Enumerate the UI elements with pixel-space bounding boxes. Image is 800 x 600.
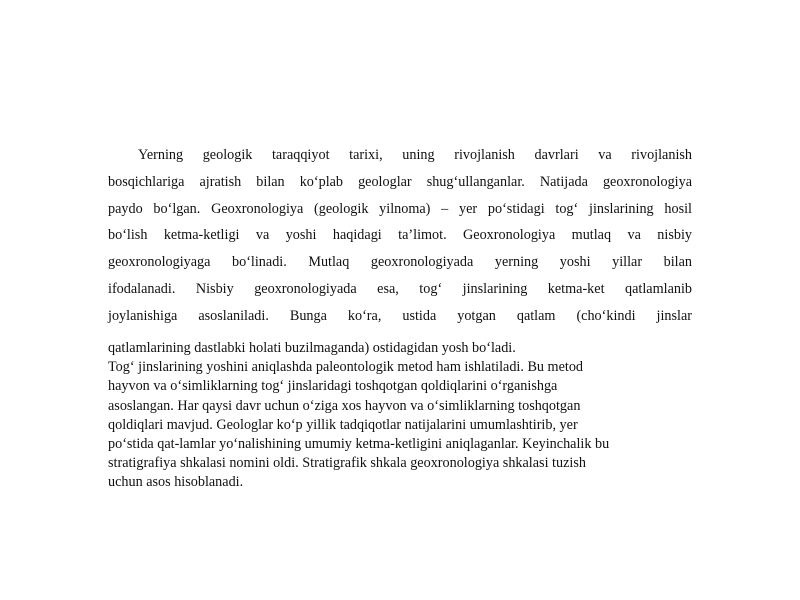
text-line: geoxronologiyaga bo‘linadi. Mutlaq geoxronologiyada yerning yoshi yillar bilan	[108, 254, 692, 271]
text-line: Tog‘ jinslarining yoshini aniqlashda paleontologik metod ham ishlatiladi. Bu metod	[108, 359, 584, 376]
text-line: uchun asos hisoblanadi.	[108, 474, 244, 491]
text-line: po‘stida qat-lamlar yo‘nalishining umumiy ketma-ketligini aniqlaganlar. Keyinchalik bu	[108, 435, 610, 452]
text-line: bosqichlariga ajratish bilan ko‘plab geologlar shug‘ullanganlar. Natijada geoxronologiya	[108, 173, 692, 190]
text-line: hayvon va o‘simliklarning tog‘ jinslaridagi toshqotgan qoldiqlarini o‘rganishga	[108, 378, 558, 395]
text-line: paydo bo‘lgan. Geoxronologiya (geologik yilnoma) – yer po‘stidagi tog‘ jinslarining hosil	[108, 200, 692, 217]
text-line: asoslangan. Har qaysi davr uchun o‘ziga xos hayvon va o‘simliklarning toshqotgan	[108, 397, 581, 414]
text-line: qatlamlarining dastlabki holati buzilmaganda) ostidagidan yosh bo‘ladi.	[108, 340, 516, 356]
text-line: stratigrafiya shkalasi nomini oldi. Stratigrafik shkala geoxronologiya shkalasi tuzish	[108, 455, 586, 472]
paragraph-1	[108, 142, 692, 330]
text-line: bo‘lish ketma-ketligi va yoshi haqidagi ta’limot. Geoxronologiya mutlaq va nisbiy	[108, 227, 692, 244]
text-line: ifodalanadi. Nisbiy geoxronologiyada esa, tog‘ jinslarining ketma-ket qatlamlanib	[108, 280, 692, 297]
text-line: joylanishiga asoslaniladi. Bunga ko‘ra, ustida yotgan qatlam (cho‘kindi jinslar	[108, 307, 692, 324]
text-line: Yerning geologik taraqqiyot tarixi, uning rivojlanish davrlari va rivojlanish	[138, 147, 692, 163]
paragraph-2	[108, 339, 692, 493]
text-line: qoldiqlari mavjud. Geologlar ko‘p yillik tadqiqotlar natijalarini umumlashtirib, yer	[108, 416, 578, 433]
